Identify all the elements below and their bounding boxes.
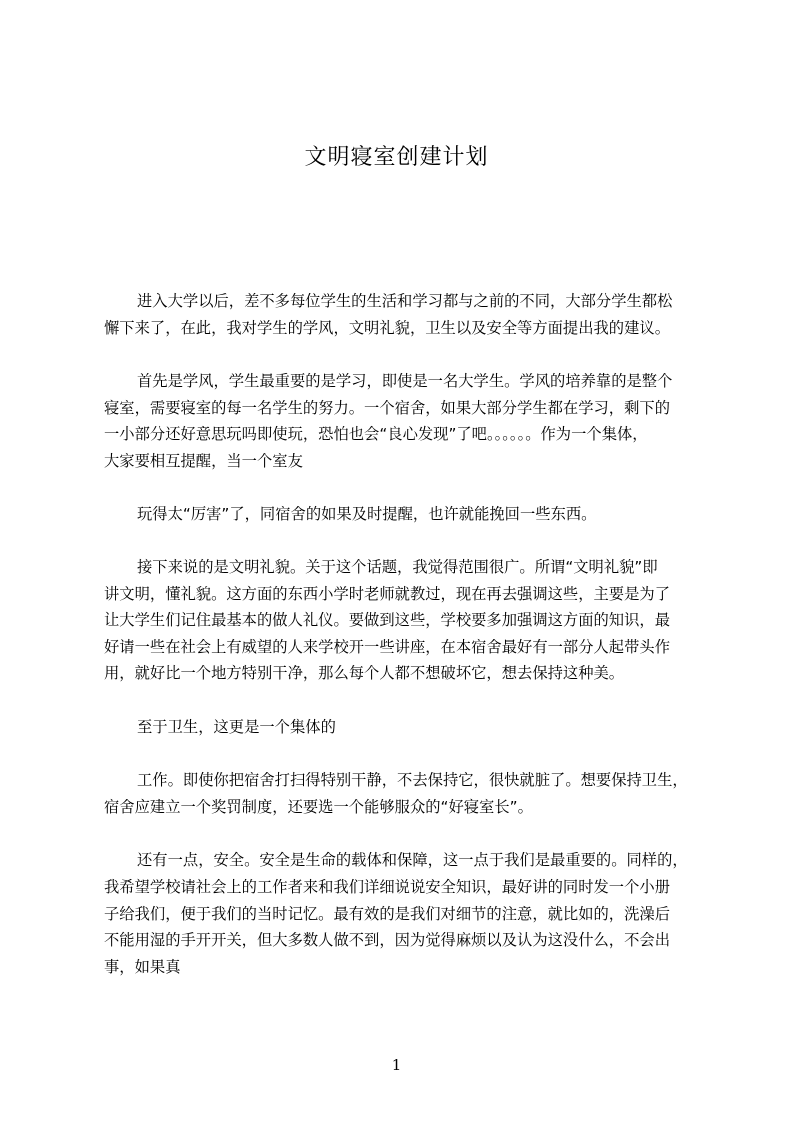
paragraph-line: 宿舍应建立一个奖罚制度，还要选一个能够服众的“好寝室长”。 [104,798,533,816]
paragraph-line: 一小部分还好意思玩吗即使玩，恐怕也会“良心发现”了吧。。。。。。作为一个集体， [104,425,648,443]
paragraph-line: 让大学生们记住最基本的做人礼仪。要做到这些，学校要多加强调这方面的知识，最 [104,611,670,629]
paragraph-line: 懈下来了，在此，我对学生的学风，文明礼貌，卫生以及安全等方面提出我的建议。 [104,319,670,337]
paragraph-line: 首先是学风，学生最重要的是学习，即使是一名大学生。学风的培养靠的是整个 [137,372,673,390]
paragraph-line: 还有一点，安全。安全是生命的载体和保障，这一点于我们是最重要的。同样的， [137,851,688,869]
paragraph-line: 事，如果真 [104,958,181,976]
paragraph-line: 寝室，需要寝室的每一名学生的努力。一个宿舍，如果大部分学生都在学习，剩下的 [104,399,670,417]
paragraph-line: 进入大学以后，差不多每位学生的生活和学习都与之前的不同，大部分学生都松 [137,292,673,310]
paragraph-line: 玩得太“厉害”了，同宿舍的如果及时提醒，也许就能挽回一些东西。 [137,505,597,523]
paragraph-line: 大家要相互提醒，当一个室友 [104,452,303,470]
document-title: 文明寝室创建计划 [304,145,489,170]
paragraph-line: 我希望学校请社会上的工作者来和我们详细说说安全知识，最好讲的同时发一个小册 [104,878,670,896]
paragraph-line: 不能用湿的手开开关，但大多数人做不到，因为觉得麻烦以及认为这没什么，不会出 [104,931,670,949]
paragraph-line: 至于卫生，这更是一个集体的 [137,718,336,736]
paragraph-line: 接下来说的是文明礼貌。关于这个话题，我觉得范围很广。所谓“文明礼貌”即 [137,558,658,576]
paragraph-line: 讲文明，懂礼貌。这方面的东西小学时老师就教过，现在再去强调这些，主要是为了 [104,585,670,603]
paragraph-line: 子给我们，便于我们的当时记忆。最有效的是我们对细节的注意，就比如的，洗澡后 [104,905,670,923]
page-number: 1 [391,1056,402,1074]
paragraph-line: 好请一些在社会上有威望的人来学校开一些讲座，在本宿舍最好有一部分人起带头作 [104,638,670,656]
paragraph-line: 用，就好比一个地方特别干净，那么每个人都不想破坏它，想去保持这种美。 [104,664,625,682]
paragraph-line: 工作。即使你把宿舍打扫得特别干静，不去保持它，很快就脏了。想要保持卫生， [137,771,688,789]
